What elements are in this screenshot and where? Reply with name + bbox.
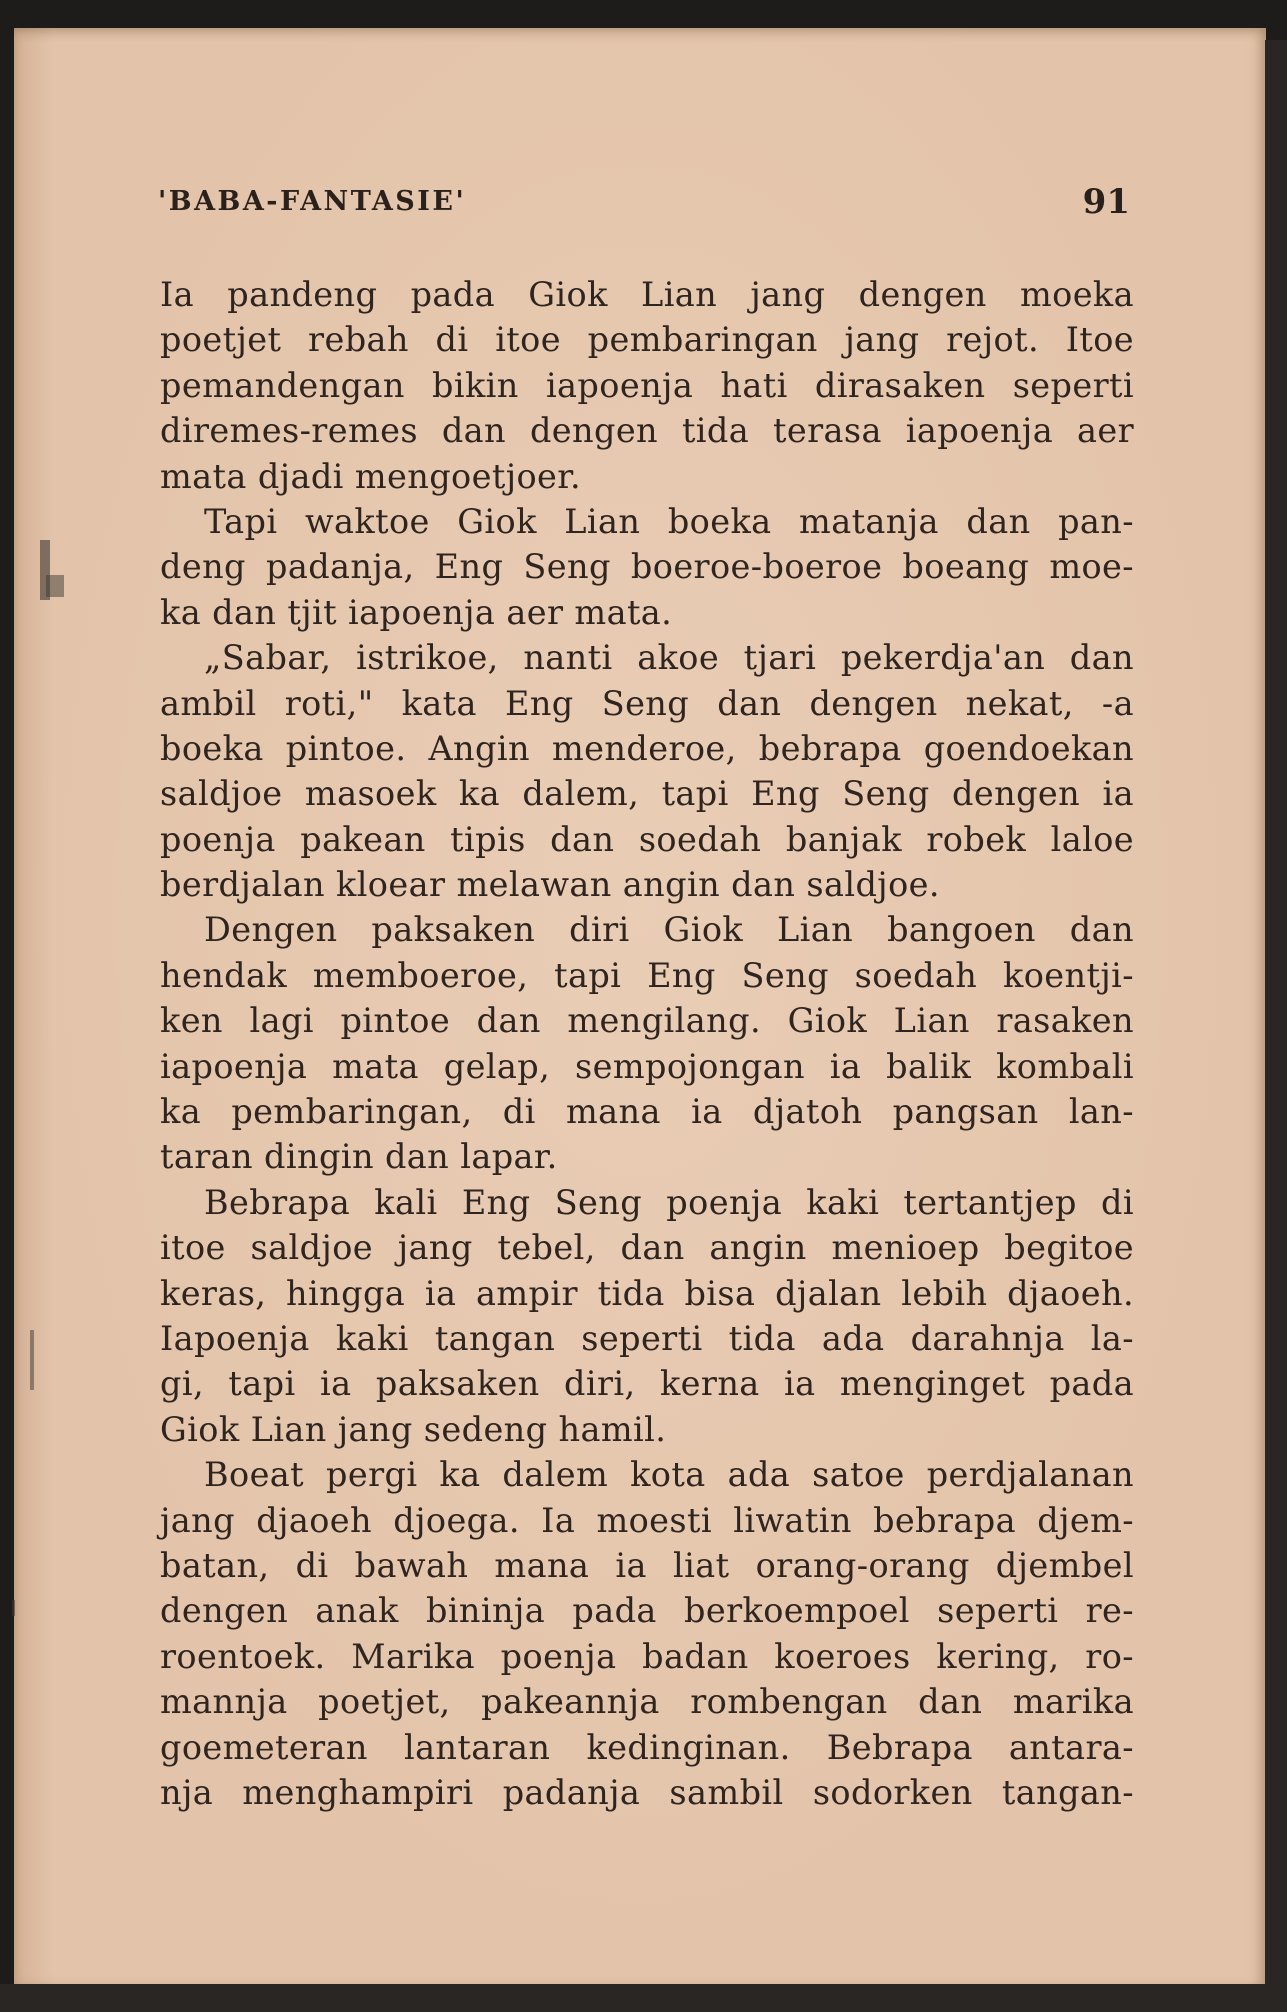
text-line: mata djadi mengoetjoer. xyxy=(160,456,582,496)
text-line: ka dan tjit iapoenja aer mata. xyxy=(160,592,673,632)
text-line: saldjoe masoek ka dalem, tapi Eng Seng dengen ia xyxy=(160,774,1134,814)
text-line: gi, tapi ia paksaken diri, kerna ia menginget pada xyxy=(160,1364,1134,1404)
text-line: pemandengan bikin iapoenja hati dirasaken seperti xyxy=(160,365,1134,405)
text-line: diremes-remes dan dengen tida terasa iapoenja aer xyxy=(160,411,1134,451)
text-line: keras, hingga ia ampir tida bisa djalan lebih djaoeh. xyxy=(160,1273,1134,1313)
text-line: itoe saldjoe jang tebel, dan angin menioep begitoe xyxy=(160,1228,1134,1268)
text-line: Tapi waktoe Giok Lian boeka matanja dan pan- xyxy=(204,501,1134,541)
text-line: Giok Lian jang sedeng hamil. xyxy=(160,1409,667,1449)
body-text xyxy=(160,272,1134,1815)
page-right-edge xyxy=(1265,40,1287,2000)
text-line: Dengen paksaken diri Giok Lian bangoen dan xyxy=(204,910,1134,950)
text-line: jang djaoeh djoega. Ia moesti liwatin bebrapa djem- xyxy=(160,1500,1134,1540)
text-line: taran dingin dan lapar. xyxy=(160,1137,558,1177)
page-header xyxy=(158,178,1130,228)
text-line: roentoek. Marika poenja badan koeroes kering, ro- xyxy=(160,1636,1134,1676)
text-line: ken lagi pintoe dan mengilang. Giok Lian rasaken xyxy=(160,1001,1134,1041)
text-line: Bebrapa kali Eng Seng poenja kaki tertantjep di xyxy=(204,1182,1134,1222)
text-line: poenja pakean tipis dan soedah banjak robek laloe xyxy=(160,819,1134,859)
text-line: goemeteran lantaran kedinginan. Bebrapa antara- xyxy=(160,1727,1134,1767)
text-line: nja menghampiri padanja sambil sodorken tangan- xyxy=(160,1772,1134,1812)
text-line: berdjalan kloear melawan angin dan saldjoe. xyxy=(160,865,940,905)
running-title: 'BABA-FANTASIE' xyxy=(158,186,467,217)
margin-mark xyxy=(46,575,64,597)
text-line: ambil roti," kata Eng Seng dan dengen nekat, -a xyxy=(160,683,1134,723)
margin-mark xyxy=(12,1600,15,1616)
text-line: iapoenja mata gelap, sempojongan ia balik kombali xyxy=(160,1046,1134,1086)
text-line: Boeat pergi ka dalem kota ada satoe perdjalanan xyxy=(204,1455,1134,1495)
page-number: 91 xyxy=(1082,182,1130,222)
text-line: boeka pintoe. Angin menderoe, bebrapa goendoekan xyxy=(160,728,1134,768)
text-line: ka pembaringan, di mana ia djatoh pangsan lan- xyxy=(160,1092,1134,1132)
text-line: „Sabar, istrikoe, nanti akoe tjari pekerdja'an dan xyxy=(204,638,1134,678)
text-line: batan, di bawah mana ia liat orang-orang djembel xyxy=(160,1545,1134,1585)
text-line: Iapoenja kaki tangan seperti tida ada darahnja la- xyxy=(160,1318,1134,1358)
text-line: Ia pandeng pada Giok Lian jang dengen moeka xyxy=(160,275,1134,314)
text-line: deng padanja, Eng Seng boeroe-boeroe boeang moe- xyxy=(160,547,1134,587)
margin-mark xyxy=(30,1330,34,1390)
text-line: poetjet rebah di itoe pembaringan jang rejot. Itoe xyxy=(160,320,1134,360)
page-bottom-edge xyxy=(0,1984,1287,2012)
text-line: mannja poetjet, pakeannja rombengan dan marika xyxy=(160,1682,1134,1722)
text-line: dengen anak bininja pada berkoempoel seperti re- xyxy=(160,1591,1134,1631)
text-line: hendak memboeroe, tapi Eng Seng soedah koentji- xyxy=(160,955,1134,995)
